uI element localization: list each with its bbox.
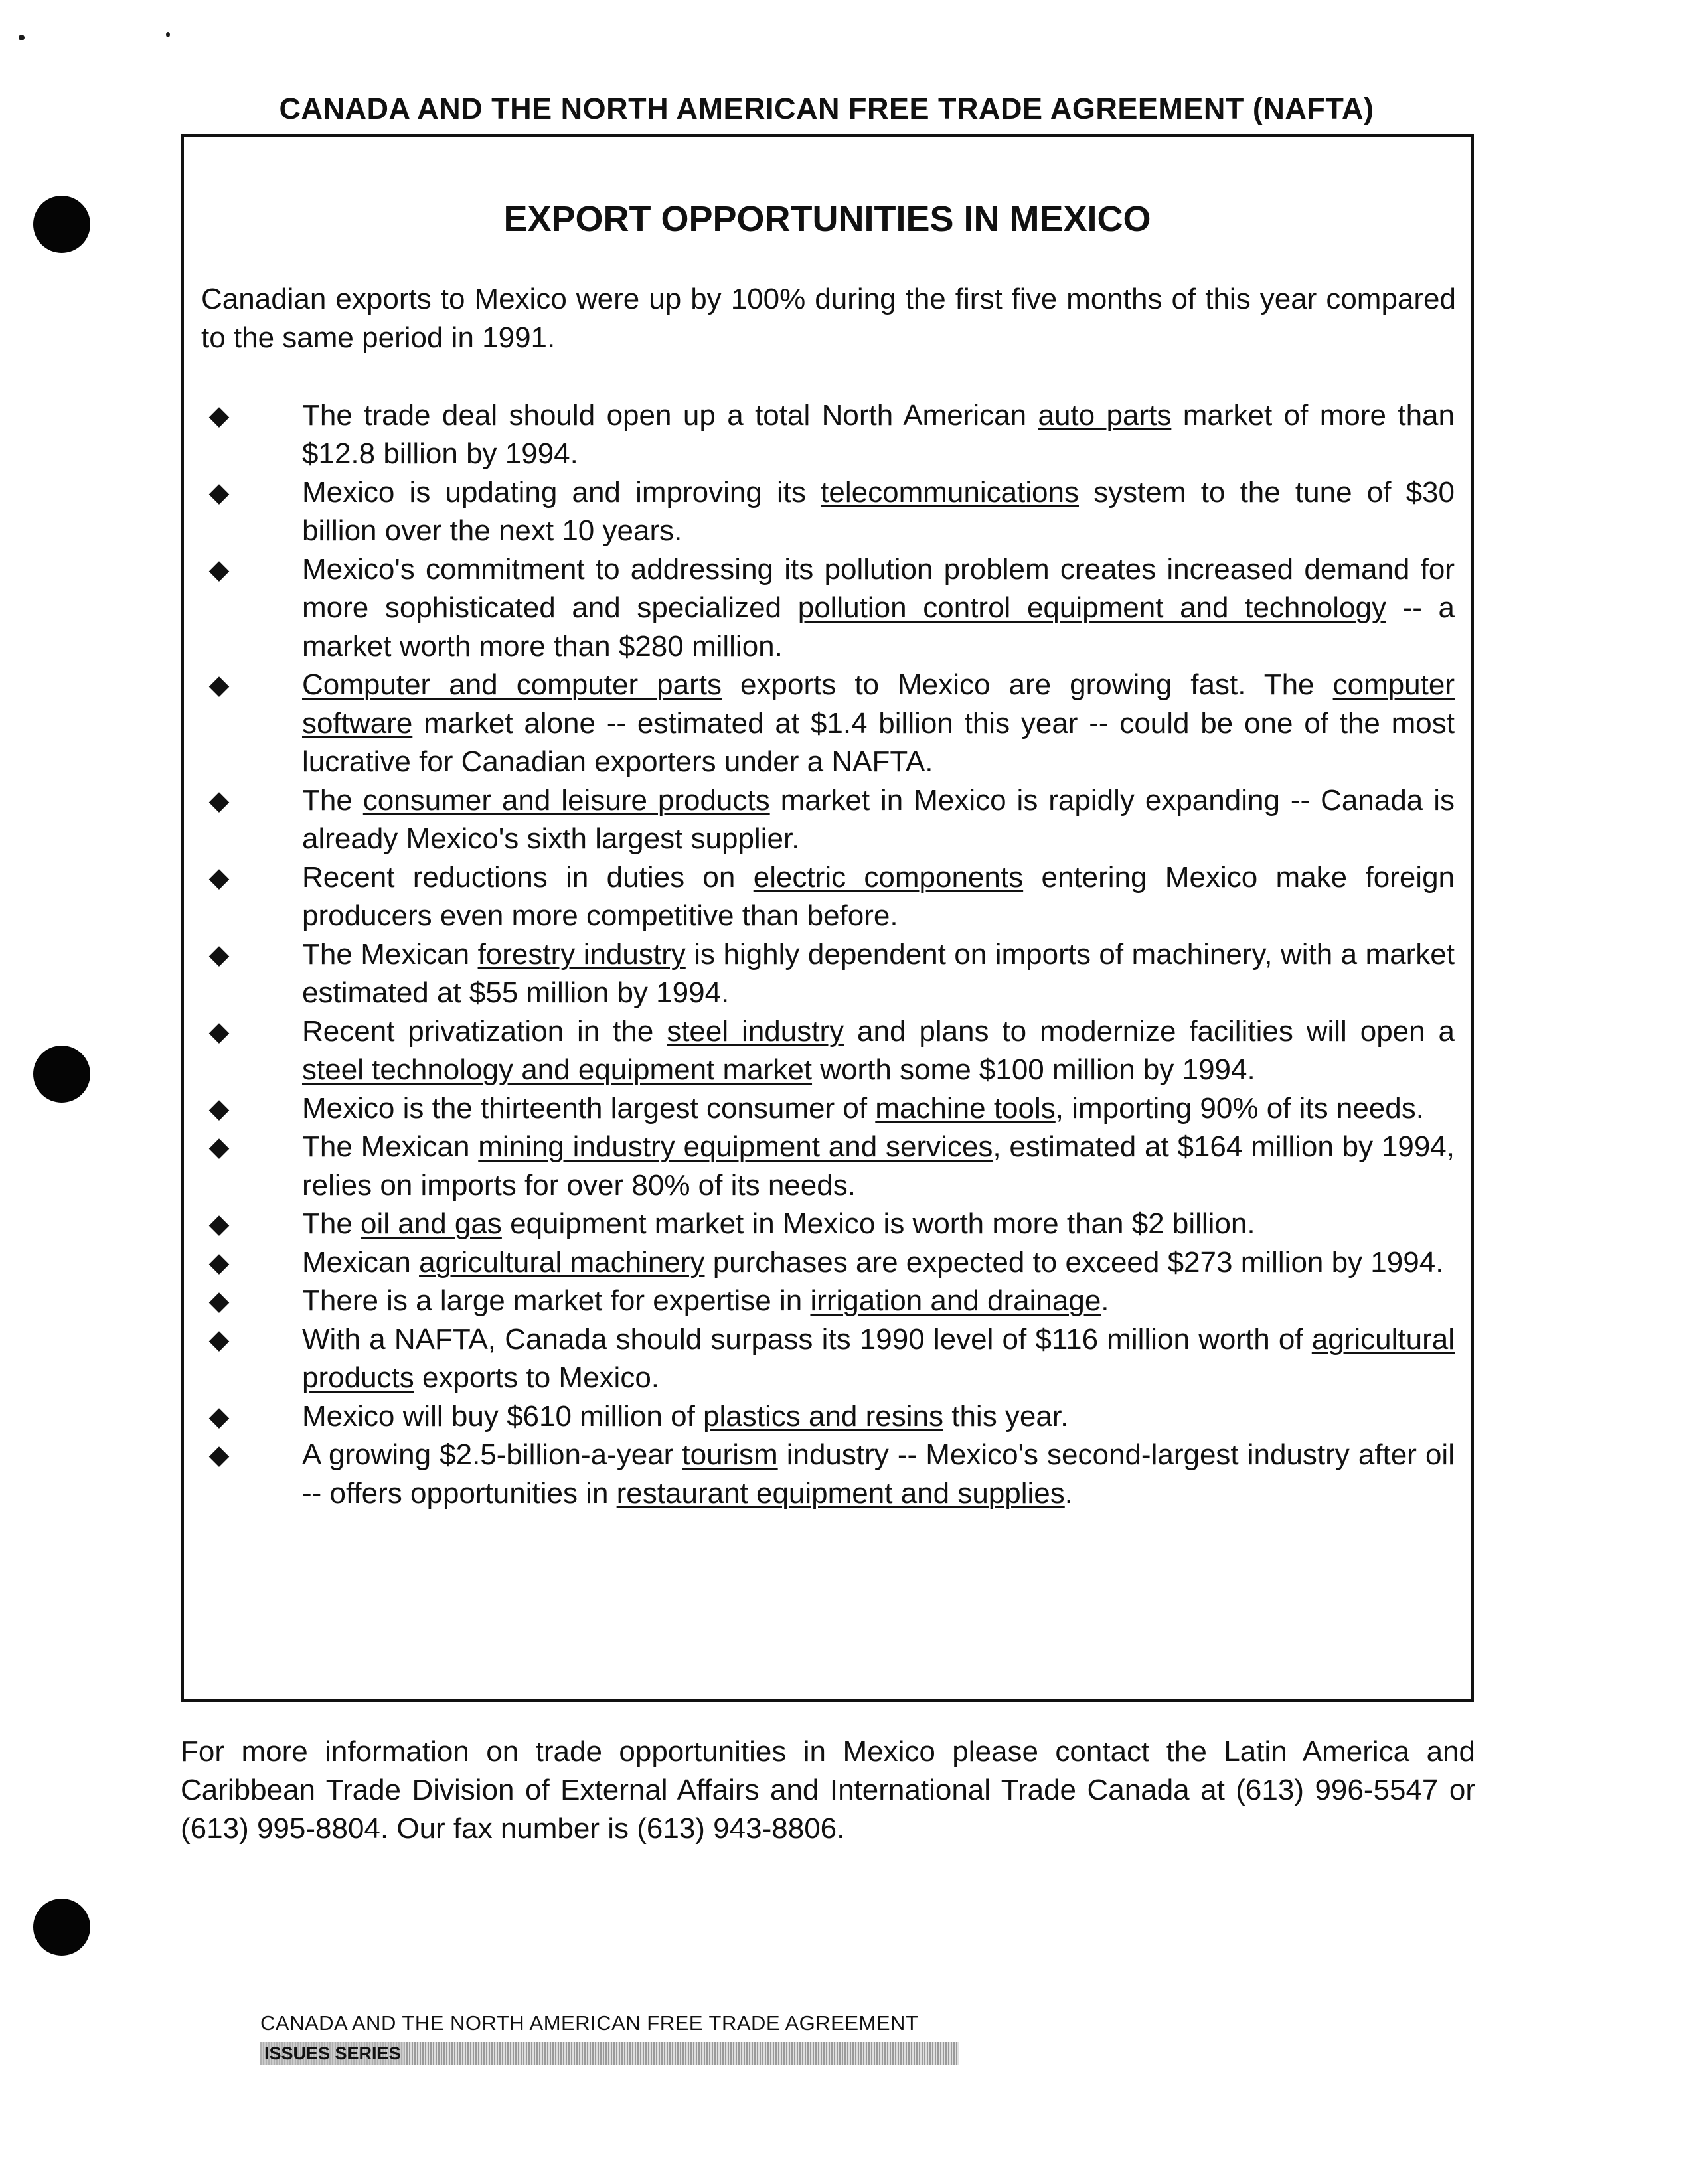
bullet-text-segment: market in Mexico is rapidly expanding -- Canada is already Mexico's sixth largest supplier. <box>302 784 1455 855</box>
bullet-text-segment: market of more than $12.8 billion by 1994. <box>302 399 1455 470</box>
bullet-text <box>302 935 1455 1012</box>
bullet-text-segment: A growing $2.5-billion-a-year <box>302 1439 682 1471</box>
bullet-text-segment: worth some $100 million by 1994. <box>812 1053 1255 1086</box>
bullet-text <box>302 781 1455 858</box>
underlined-market-term: agricultural machinery <box>419 1246 705 1279</box>
list-item <box>184 396 1471 473</box>
bullet-text <box>302 473 1455 550</box>
underlined-market-term: steel industry <box>667 1015 844 1048</box>
contact-paragraph: For more information on trade opportunities in Mexico please contact the Latin America and Caribbean Trade Division of External Affairs and International Trade Canada at (613) 996-5547 or (613) 995-8804. Our fax number is (613) 943-8806. <box>181 1735 1475 1845</box>
bullet-text <box>302 666 1455 781</box>
scan-speck <box>19 35 25 40</box>
underlined-market-term: plastics and resins <box>703 1400 943 1433</box>
bullet-text-segment: this year. <box>943 1400 1069 1433</box>
underlined-market-term: steel technology and equipment market <box>302 1053 813 1086</box>
diamond-bullet-icon: ◆ <box>208 478 230 507</box>
bullet-text-segment: purchases are expected to exceed $273 million by 1994. <box>704 1246 1444 1279</box>
list-item <box>184 1128 1471 1205</box>
underlined-market-term: mining industry equipment and services <box>478 1131 993 1163</box>
box-title: EXPORT OPPORTUNITIES IN MEXICO <box>503 199 1151 239</box>
bullet-text <box>302 1089 1455 1128</box>
diamond-bullet-icon: ◆ <box>208 1402 230 1431</box>
bullet-text <box>302 858 1455 935</box>
bullet-text <box>302 1012 1455 1089</box>
underlined-market-term: forestry industry <box>477 938 686 971</box>
bullet-text-segment: , importing 90% of its needs. <box>1055 1092 1424 1125</box>
list-item <box>184 1089 1471 1128</box>
list-item <box>184 1205 1471 1243</box>
diamond-bullet-icon: ◆ <box>208 670 230 700</box>
list-item <box>184 935 1471 1012</box>
bullet-text-segment: is highly dependent on imports of machinery, with a market estimated at $55 million by 1994. <box>302 938 1455 1009</box>
diamond-bullet-icon: ◆ <box>208 1209 230 1239</box>
underlined-market-term: Computer and computer parts <box>302 668 722 701</box>
list-item <box>184 1282 1471 1320</box>
bullet-text-segment: entering Mexico make foreign producers even more competitive than before. <box>302 861 1455 932</box>
underlined-market-term: restaurant equipment and supplies <box>616 1477 1065 1510</box>
diamond-bullet-icon: ◆ <box>208 1325 230 1354</box>
diamond-bullet-icon: ◆ <box>208 555 230 584</box>
underlined-market-term: oil and gas <box>361 1208 502 1240</box>
intro-paragraph: Canadian exports to Mexico were up by 100% during the first five months of this year compared to the same period in 1991. <box>201 283 1456 354</box>
bullet-text-segment: , estimated at $164 million by 1994, relies on imports for over 80% of its needs. <box>302 1131 1455 1202</box>
diamond-bullet-icon: ◆ <box>208 1094 230 1123</box>
bullet-text-segment: The trade deal should open up a total North American <box>302 399 1038 431</box>
diamond-bullet-icon: ◆ <box>208 1248 230 1277</box>
list-item <box>184 858 1471 935</box>
underlined-market-term: tourism <box>682 1439 778 1471</box>
diamond-bullet-icon: ◆ <box>208 786 230 815</box>
series-name: ISSUES SERIES <box>260 2042 405 2065</box>
bullet-text-segment: The Mexican <box>302 938 478 971</box>
bullet-text-segment: exports to Mexico are growing fast. The <box>721 668 1333 701</box>
diamond-bullet-icon: ◆ <box>208 1132 230 1162</box>
diamond-bullet-icon: ◆ <box>208 1441 230 1470</box>
bullet-text-segment: Mexico will buy $610 million of <box>302 1400 704 1433</box>
diamond-bullet-icon: ◆ <box>208 940 230 969</box>
list-item <box>184 1243 1471 1282</box>
bullet-text-segment: . <box>1101 1285 1109 1317</box>
diamond-bullet-icon: ◆ <box>208 401 230 430</box>
bullet-text-segment: and plans to modernize facilities will open a <box>844 1015 1455 1048</box>
bullet-text-segment: The <box>302 1208 361 1240</box>
series-bar <box>260 2042 959 2065</box>
bullet-text-segment: Mexican <box>302 1246 420 1279</box>
punch-hole-middle <box>33 1046 90 1103</box>
series-label: CANADA AND THE NORTH AMERICAN FREE TRADE AGREEMENT <box>260 2011 919 2035</box>
bullet-text <box>302 396 1455 473</box>
bullet-text <box>302 550 1455 666</box>
punch-hole-top <box>33 196 90 253</box>
page-title: CANADA AND THE NORTH AMERICAN FREE TRADE AGREEMENT (NAFTA) <box>279 92 1374 125</box>
bullet-text <box>302 1128 1455 1205</box>
list-item <box>184 781 1471 858</box>
opportunity-list <box>184 396 1471 1513</box>
underlined-market-term: computer software <box>302 668 1455 740</box>
underlined-market-term: telecommunications <box>821 476 1080 508</box>
list-item <box>184 473 1471 550</box>
bullet-text <box>302 1436 1455 1513</box>
underlined-market-term: pollution control equipment and technology <box>797 591 1386 624</box>
bullet-text-segment: With a NAFTA, Canada should surpass its 1990 level of $116 million worth of <box>302 1323 1312 1356</box>
punch-hole-bottom <box>33 1899 90 1956</box>
list-item <box>184 666 1471 781</box>
bullet-text-segment: system to the tune of $30 billion over the next 10 years. <box>302 476 1455 547</box>
list-item <box>184 550 1471 666</box>
diamond-bullet-icon: ◆ <box>208 1287 230 1316</box>
bullet-text-segment: equipment market in Mexico is worth more than $2 billion. <box>501 1208 1255 1240</box>
scan-speck <box>166 32 170 37</box>
underlined-market-term: auto parts <box>1038 399 1172 431</box>
bullet-text-segment: Mexico's commitment to addressing its pollution problem creates increased demand for more sophisticated and specialized <box>302 553 1455 624</box>
bullet-text <box>302 1397 1455 1436</box>
bullet-text-segment: . <box>1064 1477 1073 1510</box>
list-item <box>184 1397 1471 1436</box>
bullet-text-segment: -- a market worth more than $280 million. <box>302 591 1455 663</box>
bullet-text <box>302 1243 1455 1282</box>
underlined-market-term: machine tools <box>875 1092 1056 1125</box>
export-opportunities-box <box>181 134 1474 1702</box>
bullet-text-segment: Mexico is the thirteenth largest consumer of <box>302 1092 876 1125</box>
list-item <box>184 1436 1471 1513</box>
bullet-text-segment: Mexico is updating and improving its <box>302 476 821 508</box>
diamond-bullet-icon: ◆ <box>208 1017 230 1046</box>
underlined-market-term: agricultural products <box>302 1323 1455 1394</box>
list-item <box>184 1012 1471 1089</box>
bullet-text-segment: The <box>302 784 363 817</box>
bullet-text-segment: Recent privatization in the <box>302 1015 667 1048</box>
bullet-text-segment: The Mexican <box>302 1131 479 1163</box>
bullet-text-segment: Recent reductions in duties on <box>302 861 754 894</box>
bullet-text-segment: exports to Mexico. <box>414 1362 660 1394</box>
bullet-text <box>302 1320 1455 1397</box>
diamond-bullet-icon: ◆ <box>208 863 230 892</box>
bullet-text-segment: market alone -- estimated at $1.4 billion this year -- could be one of the most lucrative for Canadian exporters under a NAFTA. <box>302 707 1455 778</box>
bullet-text-segment: There is a large market for expertise in <box>302 1285 811 1317</box>
bullet-text-segment: industry -- Mexico's second-largest industry after oil -- offers opportunities in <box>302 1439 1455 1510</box>
bullet-text <box>302 1205 1455 1243</box>
bullet-text <box>302 1282 1455 1320</box>
underlined-market-term: electric components <box>753 861 1024 894</box>
underlined-market-term: consumer and leisure products <box>362 784 770 817</box>
underlined-market-term: irrigation and drainage <box>810 1285 1101 1317</box>
list-item <box>184 1320 1471 1397</box>
